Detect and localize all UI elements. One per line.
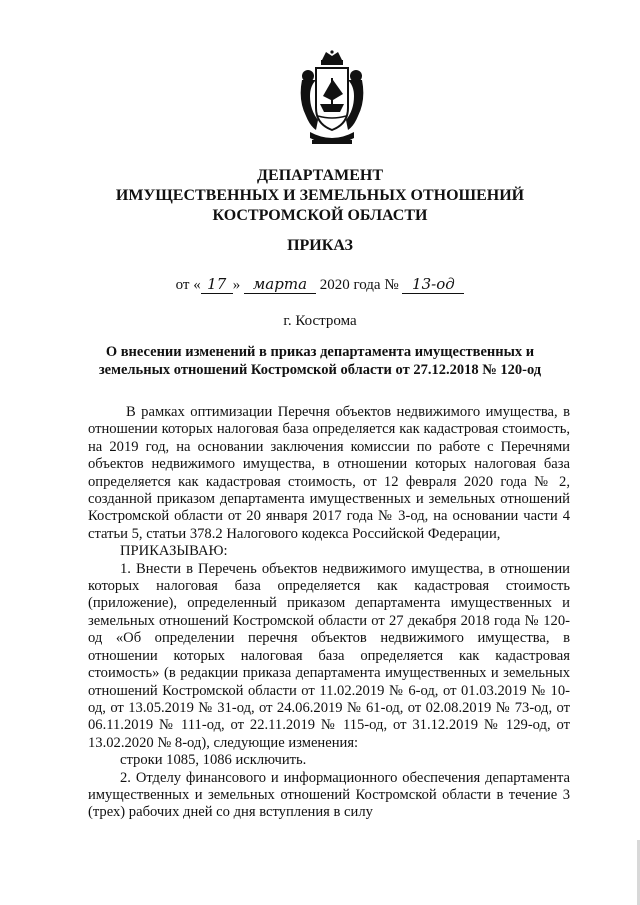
org-line-2: ИМУЩЕСТВЕННЫХ И ЗЕМЕЛЬНЫХ ОТНОШЕНИЙ — [115, 187, 525, 204]
organization-name — [0, 166, 640, 226]
coat-of-arms-emblem — [296, 50, 368, 150]
item-1-paragraph: 1. Внести в Перечень объектов недвижимого имущества, в отношении которых налоговая база определяется как кадастровая стоимость (приложение), определенный приказом департамента имущественных и земельных отношений Костромской области от 27 декабря 2018 года № 120-од «Об определении перечня объектов недвижимого имущества, в отношении которых налоговая база определяется как кадастровая стоимость» (в редакции приказа департамента имущественных и земельных отношений Костромской области от 11.02.2019 № 6-од, от 01.03.2019 № 10-од, от 13.05.2019 № 31-од, от 24.06.2019 № 61-од, от 02.08.2019 № 73-од, от 06.11.2019 № 111-од, от 22.11.2019 № 115-од, от 31.12.2019 № 129-од, от 13.02.2020 № 8-од), следующие изменения: — [88, 560, 570, 751]
year-text: 2020 года № — [319, 277, 399, 293]
subject-line-1: О внесении изменений в приказ департамента имущественных и — [105, 344, 535, 360]
preamble-paragraph: В рамках оптимизации Перечня объектов недвижимого имущества, в отношении которых налоговая база определяется как кадастровая стоимость, на 2019 год, на основании заключения комиссии по работе с Перечнями объектов недвижимого имущества, в отношении которых налоговая база определяется как кадастровая стоимость, от 12 февраля 2020 года № 2, созданной приказом департамента имущественных и земельных отношений Костромской области от 20 января 2017 года № 3-од, на основании части 4 статьи 5, статьи 378.2 Налогового кодекса Российской Федерации, — [88, 404, 570, 542]
handwritten-month: марта — [244, 275, 316, 294]
org-line-3: КОСТРОМСКОЙ ОБЛАСТИ — [212, 207, 428, 224]
date-prefix: от « — [175, 277, 201, 293]
handwritten-day: 17 — [201, 275, 233, 294]
subject-heading — [0, 343, 640, 379]
order-word: ПРИКАЗЫВАЮ: — [120, 543, 228, 560]
subject-line-2: земельных отношений Костромской области от 27.12.2018 № 120-од — [98, 362, 542, 378]
item-1-subparagraph: строки 1085, 1086 исключить. — [120, 752, 307, 769]
date-number-line — [0, 275, 640, 294]
handwritten-order-number: 13-од — [402, 275, 464, 294]
document-body — [88, 404, 570, 822]
document-type-heading: ПРИКАЗ — [287, 237, 353, 254]
day-suffix: » — [232, 277, 241, 293]
city-name: г. Кострома — [283, 313, 357, 329]
item-2-paragraph: 2. Отделу финансового и информационного обеспечения департамента имущественных и земельных отношений Костромской области в течение 3 (трех) рабочих дней со дня вступления в силу — [88, 769, 570, 821]
org-line-1: ДЕПАРТАМЕНТ — [257, 167, 383, 184]
